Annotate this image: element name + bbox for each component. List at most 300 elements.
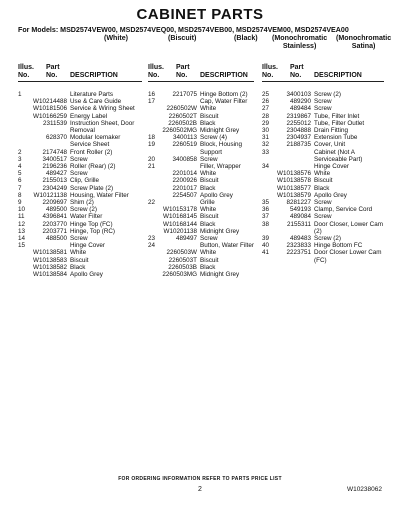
part-description: Extension Tube (314, 134, 358, 142)
part-number: 488500 (45, 235, 67, 243)
illus-number: 7 (18, 184, 22, 192)
column-header: Illus. No. Part No. DESCRIPTION (262, 64, 362, 79)
illus-number: 8 (18, 191, 22, 199)
part-number: 2201014 (172, 170, 197, 178)
part-number: W10138579 (277, 191, 311, 199)
part-row (148, 257, 254, 264)
illus-number: 14 (18, 235, 26, 243)
illus-number: 9 (18, 199, 22, 207)
illus-number: 39 (262, 235, 270, 243)
illus-number: 12 (18, 220, 26, 228)
part-row (18, 149, 142, 156)
part-number: 2196236 (42, 163, 67, 171)
illus-number: 19 (148, 141, 156, 149)
part-row (262, 199, 384, 206)
illus-number (148, 257, 161, 264)
illus-number (148, 177, 161, 184)
part-row (18, 235, 142, 242)
part-row (18, 185, 142, 192)
part-row (18, 170, 142, 177)
part-row (148, 170, 254, 177)
part-description: Screw (314, 105, 332, 113)
part-row (148, 185, 254, 192)
part-number (275, 163, 314, 170)
part-number: 2260502T (168, 112, 197, 120)
part-row (148, 127, 254, 134)
part-number: 2260503MG (162, 271, 197, 279)
illus-number (262, 185, 275, 192)
part-description: Black (200, 220, 216, 228)
illus-number: 37 (262, 213, 270, 221)
part-number: 2203771 (42, 227, 67, 235)
part-description: Clip, Grille (70, 177, 100, 185)
part-row (148, 228, 254, 235)
part-description: Hinge Cover (70, 242, 105, 250)
part-row (262, 134, 384, 141)
part-row (148, 206, 254, 213)
part-row (148, 141, 254, 155)
illus-number (262, 170, 275, 177)
part-row (262, 249, 384, 263)
part-number: 489084 (289, 213, 311, 221)
part-row (18, 242, 142, 249)
part-row (18, 156, 142, 163)
part-number: W10138584 (33, 271, 67, 279)
part-number: 2260519 (172, 141, 197, 149)
model-color-white: (White) (104, 34, 129, 42)
part-row (148, 199, 254, 206)
part-number: 2255012 (286, 119, 311, 127)
document-number: W10238062 (346, 486, 382, 493)
part-row (148, 271, 254, 278)
illus-number: 3 (18, 155, 22, 163)
part-number: 3400858 (172, 155, 197, 163)
part-row (18, 98, 142, 105)
part-row (262, 221, 384, 235)
illus-number (148, 228, 161, 235)
illus-number: 17 (148, 98, 156, 106)
part-description: Screw (2) (314, 91, 341, 98)
illus-number: 34 (262, 163, 270, 171)
part-description: Apollo Grey (200, 191, 233, 199)
part-description: Screw (200, 235, 218, 243)
part-number: W10138581 (33, 249, 67, 257)
part-row (148, 221, 254, 228)
part-number: W10214488 (33, 98, 67, 106)
part-number: 489500 (45, 206, 67, 214)
part-number: W10138582 (33, 263, 67, 271)
part-row (148, 120, 254, 127)
illus-number: 33 (262, 148, 270, 156)
illus-number: 25 (262, 91, 270, 98)
part-description: Button, Water Filter (200, 242, 255, 250)
illus-number (148, 113, 161, 120)
illus-number (148, 127, 161, 134)
illus-number (148, 185, 161, 192)
illus-number (148, 271, 161, 278)
illus-number: 27 (262, 105, 270, 113)
part-number: 2155311 (286, 220, 311, 228)
illus-number: 26 (262, 98, 270, 106)
part-description: Black (70, 263, 86, 271)
part-description: Apollo Grey (314, 191, 347, 199)
part-row (148, 113, 254, 120)
illus-number: 16 (148, 91, 156, 98)
illus-number (18, 113, 31, 120)
part-description: Biscuit (200, 112, 219, 120)
illus-number: 23 (148, 235, 156, 243)
part-row (262, 192, 384, 199)
part-row (262, 120, 384, 127)
illus-number: 24 (148, 242, 156, 250)
part-row (148, 156, 254, 163)
part-number: 2304888 (286, 127, 311, 135)
illus-number (262, 192, 275, 199)
part-number: 2200926 (172, 177, 197, 185)
illus-number: 35 (262, 199, 270, 207)
part-row (148, 192, 254, 199)
part-row (148, 242, 254, 249)
part-number: 2201017 (172, 184, 197, 192)
part-description: Literature Parts (70, 91, 114, 98)
illus-number (18, 257, 31, 264)
part-row (148, 213, 254, 220)
illus-number: 2 (18, 148, 22, 156)
part-description: Midnight Grey (200, 271, 240, 279)
part-description: White (200, 206, 217, 214)
part-number (161, 163, 200, 170)
illus-number (148, 264, 161, 271)
part-number: 2260502MG (162, 127, 197, 135)
illus-number (18, 264, 31, 271)
part-description: Hinge Top (FC) (70, 220, 113, 228)
part-description: Screw (4) (200, 134, 227, 142)
part-number: W10138576 (277, 170, 311, 178)
part-number: 2319867 (286, 112, 311, 120)
part-description: Screw (2) (70, 206, 97, 214)
part-description: Instruction Sheet, Door Removal (70, 119, 135, 135)
part-number (161, 199, 200, 206)
illus-number: 32 (262, 141, 270, 149)
part-description: Midnight Grey (200, 127, 240, 135)
illus-number: 4 (18, 163, 22, 171)
part-description: Roller (Rear) (2) (70, 163, 116, 171)
part-description: White (200, 170, 217, 178)
illus-number: 13 (18, 227, 26, 235)
part-number: 2260502B (168, 119, 197, 127)
part-description: Door Closer, Lower Cam (2) (314, 220, 383, 235)
part-number: 549193 (289, 206, 311, 214)
part-row (18, 221, 142, 228)
illus-number (262, 177, 275, 184)
ordering-note: FOR ORDERING INFORMATION REFER TO PARTS PRICE LIST (118, 476, 282, 482)
parts-column-2 (148, 64, 254, 278)
illus-number: 18 (148, 134, 156, 142)
part-number (161, 98, 200, 105)
part-number: 3400113 (172, 134, 197, 142)
part-row (148, 91, 254, 98)
illus-number (148, 213, 161, 220)
illus-number: 31 (262, 134, 270, 142)
illus-number: 36 (262, 206, 270, 214)
part-number: 2311539 (42, 119, 67, 127)
part-description: Midnight Grey (200, 227, 240, 235)
part-row (18, 91, 142, 98)
illus-number: 38 (262, 220, 270, 228)
part-number: 489290 (289, 98, 311, 106)
column-header: Illus. No. Part No. DESCRIPTION (18, 64, 118, 79)
part-number: 2304249 (42, 184, 67, 192)
illus-number: 22 (148, 199, 156, 207)
part-row (18, 120, 142, 134)
part-description: Biscuit (200, 177, 219, 185)
part-number: 489427 (45, 170, 67, 178)
part-number: W10201138 (163, 227, 197, 235)
part-row (262, 127, 384, 134)
illus-number (148, 120, 161, 127)
part-number: W10138583 (33, 256, 67, 264)
part-number: W10138578 (277, 177, 311, 185)
illus-number: 29 (262, 119, 270, 127)
illus-number (18, 98, 31, 105)
part-row (262, 170, 384, 177)
part-description: White (200, 105, 217, 113)
part-number: 3400517 (42, 155, 67, 163)
part-number: 8281227 (286, 199, 311, 207)
part-description: Tube, Filter Inlet (314, 112, 360, 120)
model-list (18, 26, 392, 50)
illus-number: 40 (262, 242, 270, 250)
part-row (262, 213, 384, 220)
part-description: Modular Icemaker Service Sheet (70, 134, 121, 149)
part-number: 2174748 (42, 148, 67, 156)
part-row (18, 105, 142, 112)
part-description: Black (200, 119, 216, 127)
illus-number (148, 249, 161, 256)
part-description: Screw Plate (2) (70, 184, 114, 192)
model-color-stainless: (Monochromatic Stainless) (272, 34, 328, 50)
part-row (148, 249, 254, 256)
part-row (148, 98, 254, 105)
part-number: 489497 (175, 235, 197, 243)
part-description: Black (200, 263, 216, 271)
illus-number (148, 221, 161, 228)
part-description: Hinge, Top (RC) (70, 227, 116, 235)
parts-column-3 (262, 64, 384, 264)
part-number: 2188735 (286, 141, 311, 149)
part-row (262, 163, 384, 170)
illus-number (18, 105, 31, 112)
part-description: Door Closer Lower Cam (FC) (314, 249, 382, 264)
part-number: W10168145 (163, 213, 197, 221)
part-description: Hinge Cover (314, 163, 349, 171)
part-number: 489484 (289, 105, 311, 113)
model-numbers: For Models: MSD2574VEW00, MSD2574VEQ00, MSD2574VEB00, MSD2574VEM00, MSD2574VEA00 (18, 26, 349, 34)
illus-number: 20 (148, 155, 156, 163)
part-number: 489483 (289, 235, 311, 243)
part-row (148, 264, 254, 271)
part-row (148, 105, 254, 112)
part-row (18, 228, 142, 235)
part-number: 2254507 (172, 191, 197, 199)
model-color-black: (Black) (234, 34, 258, 42)
part-description: Drain Fitting (314, 127, 348, 135)
illus-number: 10 (18, 206, 26, 214)
part-number: 2260503T (168, 256, 197, 264)
part-description: Hinge Bottom (2) (200, 91, 248, 98)
part-row (18, 249, 142, 256)
part-description: Filler, Wrapper (200, 163, 241, 171)
part-number: W10166259 (33, 112, 67, 120)
part-description: Grille (200, 199, 215, 207)
model-color-biscuit: (Biscuit) (168, 34, 197, 42)
part-row (148, 163, 254, 170)
part-row (148, 235, 254, 242)
part-row (262, 185, 384, 192)
illus-number: 30 (262, 127, 270, 135)
part-description: Biscuit (70, 256, 89, 264)
page-title: CABINET PARTS (136, 6, 264, 23)
part-number: 2304937 (286, 134, 311, 142)
part-row (262, 206, 384, 213)
part-description: Block, Housing Support (200, 141, 242, 156)
part-description: Screw (70, 155, 88, 163)
part-row (262, 242, 384, 249)
part-description: Black (200, 184, 216, 192)
illus-number: 11 (18, 213, 25, 221)
part-row (262, 91, 384, 98)
part-number (275, 149, 314, 163)
part-description: Cover, Unit (314, 141, 346, 149)
part-row (262, 98, 384, 105)
part-description: Water Filter (70, 213, 103, 221)
part-number: 2260503W (166, 249, 197, 257)
part-description: White (200, 249, 217, 257)
illus-number: 5 (18, 170, 22, 178)
illus-number (148, 105, 161, 112)
part-number: 2260502W (166, 105, 197, 113)
illus-number (18, 120, 31, 134)
part-number: W10181506 (33, 105, 67, 113)
part-row (18, 134, 142, 148)
part-description: Service & Wiring Sheet (70, 105, 135, 113)
part-number (31, 242, 70, 249)
illus-number: 1 (18, 91, 22, 98)
part-number: 2203770 (42, 220, 67, 228)
part-description: Apollo Grey (70, 271, 103, 279)
illus-number (18, 249, 31, 256)
part-description: Energy Label (70, 112, 108, 120)
part-description: Screw (314, 199, 332, 207)
part-description: Screw (314, 98, 332, 106)
part-description: Biscuit (200, 256, 219, 264)
page-number: 2 (198, 486, 202, 493)
illus-number: 41 (262, 249, 270, 257)
part-row (262, 105, 384, 112)
part-number: 2217075 (172, 91, 197, 98)
part-row (18, 199, 142, 206)
illus-number (148, 170, 161, 177)
part-description: Screw (200, 155, 218, 163)
part-description: White (70, 249, 87, 257)
part-number: 2223751 (286, 249, 311, 257)
part-row (262, 177, 384, 184)
part-row (18, 113, 142, 120)
illus-number: 21 (148, 163, 156, 171)
part-description: Hinge Bottom FC (314, 242, 363, 250)
illus-number (18, 271, 31, 278)
illus-number (148, 206, 161, 213)
part-row (148, 134, 254, 141)
part-row (18, 206, 142, 213)
part-number: 2260503B (168, 263, 197, 271)
part-description: Screw (70, 170, 88, 178)
part-description: Cabinet (Not A Serviceable Part) (314, 148, 363, 163)
part-row (148, 177, 254, 184)
part-row (18, 257, 142, 264)
part-description: Screw (314, 213, 332, 221)
parts-column-1 (18, 64, 142, 278)
part-number: 4396841 (42, 213, 67, 221)
part-number: W10168144 (163, 220, 197, 228)
part-description: Use & Care Guide (70, 98, 122, 106)
part-number: W10121138 (33, 191, 67, 199)
part-row (262, 113, 384, 120)
part-row (18, 264, 142, 271)
illus-number: 15 (18, 242, 26, 250)
part-description: Shim (2) (70, 199, 94, 207)
header-rule (18, 81, 142, 82)
part-description: Biscuit (200, 213, 219, 221)
part-row (18, 163, 142, 170)
part-description: Clamp, Service Cord (314, 206, 373, 214)
column-header: Illus. No. Part No. DESCRIPTION (148, 64, 248, 79)
part-description: Screw (70, 235, 88, 243)
part-number: 2323833 (286, 242, 311, 250)
part-row (262, 141, 384, 148)
part-description: White (314, 170, 331, 178)
part-number: 2155013 (42, 177, 67, 185)
part-number: 2209697 (42, 199, 67, 207)
part-description: Screw (2) (314, 235, 341, 243)
illus-number (18, 134, 31, 148)
part-number: 3400103 (286, 91, 311, 98)
part-number: W10153178 (163, 206, 197, 214)
illus-number: 6 (18, 177, 22, 185)
part-description: Biscuit (314, 177, 333, 185)
header-rule (262, 81, 384, 82)
part-row (18, 192, 142, 199)
part-number: 628370 (45, 134, 67, 142)
part-row (18, 177, 142, 184)
part-description: Tube, Filter Outlet (314, 119, 365, 127)
illus-number: 28 (262, 112, 270, 120)
part-row (18, 271, 142, 278)
part-description: Housing, Water Filter (70, 191, 129, 199)
header-rule (148, 81, 254, 82)
part-number: W10138577 (277, 184, 311, 192)
part-row (262, 149, 384, 163)
part-number (31, 91, 70, 98)
part-number (161, 242, 200, 249)
part-description: Cap, Water Filter (200, 98, 248, 106)
part-row (262, 235, 384, 242)
part-description: Front Roller (2) (70, 148, 113, 156)
part-row (18, 213, 142, 220)
model-color-satina: (Monochromatic Satina) (336, 34, 392, 50)
illus-number (148, 192, 161, 199)
part-description: Black (314, 184, 330, 192)
